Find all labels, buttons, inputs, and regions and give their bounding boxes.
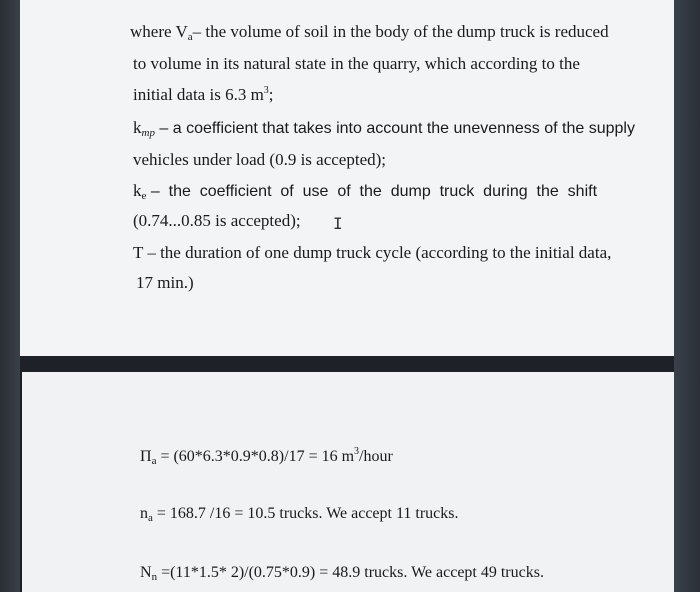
va-semicolon: ; (268, 85, 274, 104)
t-definition-line-2: 17 min.) (136, 273, 194, 292)
kmp-definition-text: – a coefficient that takes into account the unevenness of the supply (154, 120, 635, 137)
background-right-edge (672, 0, 700, 592)
kmp-definition-line-2: vehicles under load (0.9 is accepted); (133, 150, 387, 169)
background-left-edge (0, 0, 20, 592)
pa-unit: /hour (359, 448, 393, 465)
va-where-word: where (130, 22, 172, 41)
t-definition-line-1: T – the duration of one dump truck cycle (according to the initial data, (133, 243, 612, 262)
va-definition-line-3 (133, 85, 274, 105)
na-expression: = 168.7 /16 = 10.5 trucks. We accept 11 trucks. (152, 505, 459, 522)
va-definition-text: – the volume of soil in the body of the dump truck is reduced (192, 22, 609, 41)
ke-definition-line-1 (133, 181, 597, 202)
ke-definition-line-2: (0.74...0.85 is accepted); (133, 211, 301, 230)
nn-symbol: N (140, 564, 152, 581)
text-cursor-icon: I (333, 214, 343, 233)
kmp-symbol: k (133, 118, 142, 137)
pa-formula (140, 446, 393, 467)
page-separator (20, 356, 674, 372)
va-symbol: V (175, 22, 188, 41)
nn-subscript: n (151, 571, 158, 583)
ke-symbol: k (133, 181, 142, 200)
pa-subscript: a (151, 455, 157, 467)
kmp-subscript: mp (141, 127, 155, 139)
kmp-definition-line-1 (133, 118, 635, 139)
na-symbol: n (140, 505, 148, 522)
pa-expression: = (60*6.3*0.9*0.8)/17 = 16 m (156, 448, 355, 465)
na-formula (140, 505, 458, 524)
va-subscript: a (187, 31, 193, 43)
pa-cubic-superscript: 3 (354, 446, 360, 457)
document-page-bottom (22, 372, 674, 592)
ke-subscript: e (141, 190, 147, 202)
va-cubic-superscript: 3 (263, 85, 269, 96)
va-definition-line-2: to volume in its natural state in the quarry, which according to the (133, 54, 580, 73)
nn-expression: =(11*1.5* 2)/(0.75*0.9) = 48.9 trucks. We accept 49 trucks. (157, 564, 544, 581)
va-initial-data-text: initial data is 6.3 m (133, 85, 264, 104)
na-subscript: a (148, 512, 153, 524)
nn-formula (140, 564, 544, 583)
ke-definition-text: – the coefficient of use of the dump truck during the shift (146, 183, 598, 200)
va-definition-line-1 (130, 22, 609, 43)
pa-symbol: П (140, 448, 152, 465)
